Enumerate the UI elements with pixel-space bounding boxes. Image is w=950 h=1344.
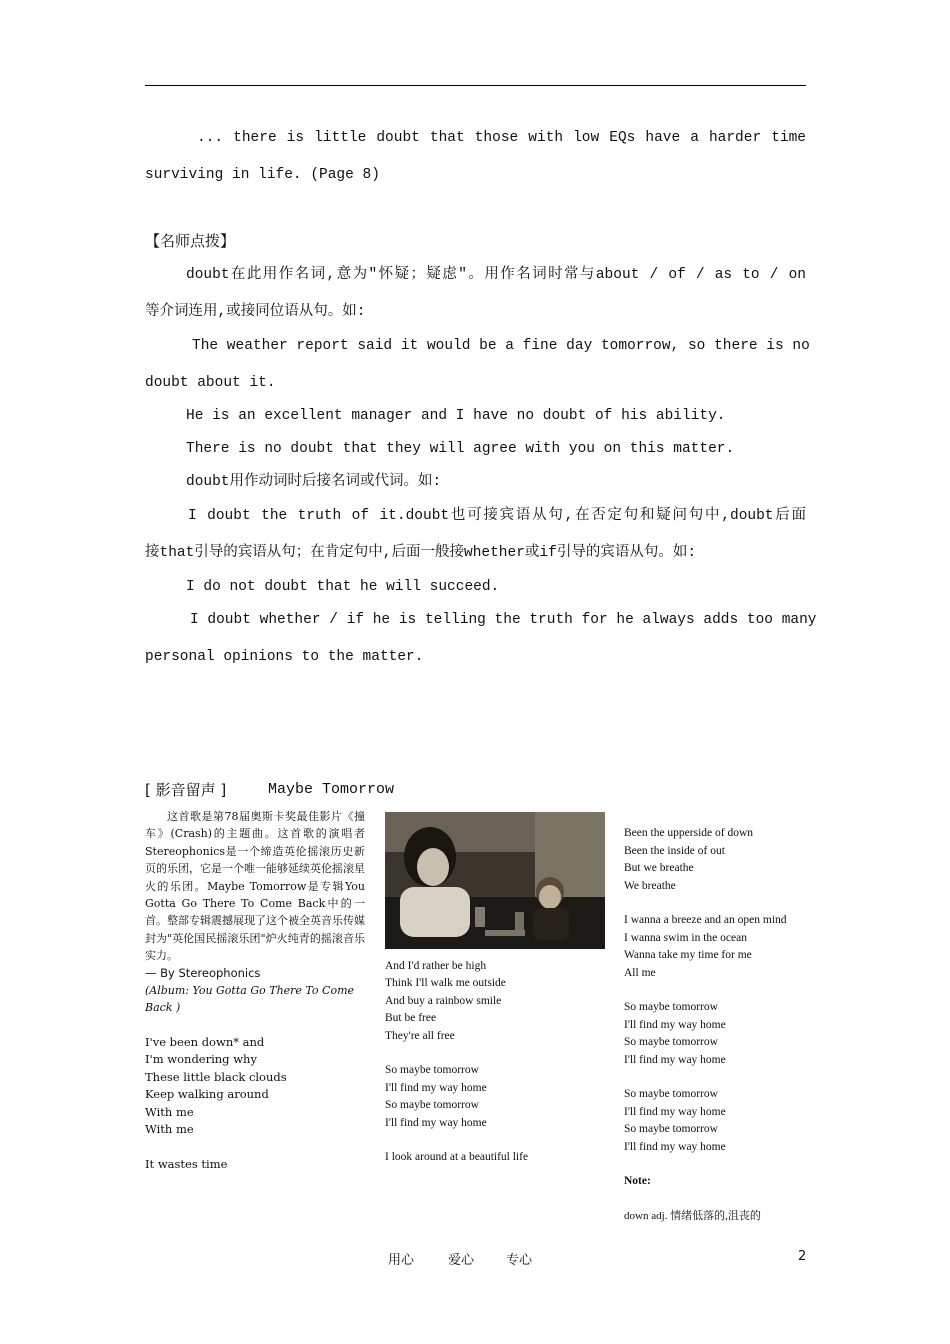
lyric-line: These little black clouds [145, 1069, 287, 1084]
tips-example3: There is no doubt that they will agree with you on this matter. [186, 441, 735, 457]
example-sentence-line1: ... there is little doubt that those with low EQs have a harder time [197, 130, 806, 146]
song-title: Maybe Tomorrow [268, 781, 395, 798]
tips-example5-line2: personal opinions to the matter. [145, 649, 424, 665]
lyric-line: We breathe [624, 879, 676, 892]
lyric-line: But we breathe [624, 862, 694, 875]
song-col1-lyrics [145, 1034, 365, 1173]
lyric-line: So maybe tomorrow [624, 1036, 718, 1049]
page-number: 2 [798, 1249, 807, 1264]
lyric-line [385, 1045, 610, 1062]
lyric-line: And buy a rainbow smile [385, 994, 502, 1007]
example-sentence-line2: surviving in life. (Page 8) [145, 167, 380, 183]
lyric-line: I'm wondering why [145, 1052, 257, 1067]
note-text: down adj. 情绪低落的,沮丧的 [624, 1210, 761, 1223]
lyric-line: Been the upperside of down [624, 827, 754, 840]
header-rule [145, 85, 806, 86]
note-label: Note: [624, 1175, 651, 1188]
lyric-line: I look around at a beautiful life [385, 1151, 529, 1164]
lyric-line: With me [145, 1104, 194, 1119]
lyric-line: Think I'll walk me outside [385, 977, 506, 990]
tips-para2: doubt用作动词时后接名词或代词。如: [186, 474, 442, 490]
lyric-line: Wanna take my time for me [624, 949, 752, 962]
tips-para1-line1: doubt在此用作名词,意为"怀疑；疑虑"。用作名词时常与about / of / as to / on [186, 267, 806, 283]
tips-heading: 【名师点拨】 [145, 232, 236, 250]
lyric-line: So maybe tomorrow [624, 1123, 718, 1136]
lyric-line: It wastes time [145, 1156, 228, 1171]
lyric-line [624, 1069, 814, 1086]
footer-item-1: 用心 [388, 1253, 415, 1268]
tips-para1-line2: 等介词连用,或接同位语从句。如: [145, 304, 366, 320]
tips-para3-line2: 接that引导的宾语从句；在肯定句中,后面一般接whether或if引导的宾语从句。如: [145, 545, 697, 561]
lyric-line: I've been down* and [145, 1034, 265, 1049]
footer-item-3: 专心 [506, 1253, 533, 1268]
lyric-line [145, 1138, 365, 1155]
lyric-line: I'll find my way home [624, 1018, 726, 1031]
lyric-line: They're all free [385, 1029, 455, 1042]
song-col2-lyrics [385, 958, 610, 1167]
song-album: (Album: You Gotta Go There To Come Back ) [145, 984, 355, 1015]
lyric-line: I wanna a breeze and an open mind [624, 914, 787, 927]
band-photo [385, 812, 605, 949]
song-column-3 [624, 808, 814, 1243]
lyric-line: I'll find my way home [624, 1053, 726, 1066]
lyric-line: Keep walking around [145, 1087, 269, 1102]
tips-example2: He is an excellent manager and I have no doubt of his ability. [186, 408, 726, 424]
tips-example1-line2: doubt about it. [145, 375, 276, 391]
lyric-line: So maybe tomorrow [385, 1064, 479, 1077]
tips-example1-line1: The weather report said it would be a fine day tomorrow, so there is no [192, 338, 810, 354]
lyric-line [624, 982, 814, 999]
lyric-line: With me [145, 1121, 194, 1136]
lyric-line: All me [624, 966, 656, 979]
song-section-heading: [ 影音留声 ] [145, 781, 227, 799]
lyric-line: So maybe tomorrow [385, 1099, 479, 1112]
lyric-line: I wanna swim in the ocean [624, 931, 747, 944]
tips-example5-line1: I doubt whether / if he is telling the truth for he always adds too many [190, 612, 817, 628]
lyric-line: So maybe tomorrow [624, 1001, 718, 1014]
song-column-1 [145, 808, 365, 1173]
lyric-line: But be free [385, 1012, 437, 1025]
lyric-line [385, 1132, 610, 1149]
tips-example4: I do not doubt that he will succeed. [186, 579, 500, 595]
lyric-line: I'll find my way home [624, 1105, 726, 1118]
lyric-line: And I'd rather be high [385, 960, 487, 972]
song-intro: 这首歌是第78届奥斯卡奖最佳影片《撞车》(Crash)的主题曲。这首歌的演唱者Stereophonics是一个缔造英伦摇滚历史新页的乐团，它是一个唯一能够延续英伦摇滚星火的乐团。Maybe Tomorrow是专辑You Gotta Go There To Come Back中的一首。整部专辑震撼展现了这个被全英音乐传媒封为"英伦国民摇滚乐团"炉火纯青的摇滚音乐实力。 [145, 810, 365, 963]
lyric-line: So maybe tomorrow [624, 1088, 718, 1101]
tips-para3-line1: I doubt the truth of it.doubt也可接宾语从句,在否定句和疑问句中,doubt后面 [188, 508, 806, 524]
song-artist: — By Stereophonics [145, 965, 261, 980]
lyric-line: Been the inside of out [624, 844, 725, 857]
lyric-line: I'll find my way home [624, 1140, 726, 1153]
footer-item-2: 爱心 [448, 1253, 475, 1268]
lyric-line: I'll find my way home [385, 1081, 487, 1094]
song-col3-lyrics [624, 825, 814, 1156]
lyric-line [624, 895, 814, 912]
lyric-line: I'll find my way home [385, 1116, 487, 1129]
